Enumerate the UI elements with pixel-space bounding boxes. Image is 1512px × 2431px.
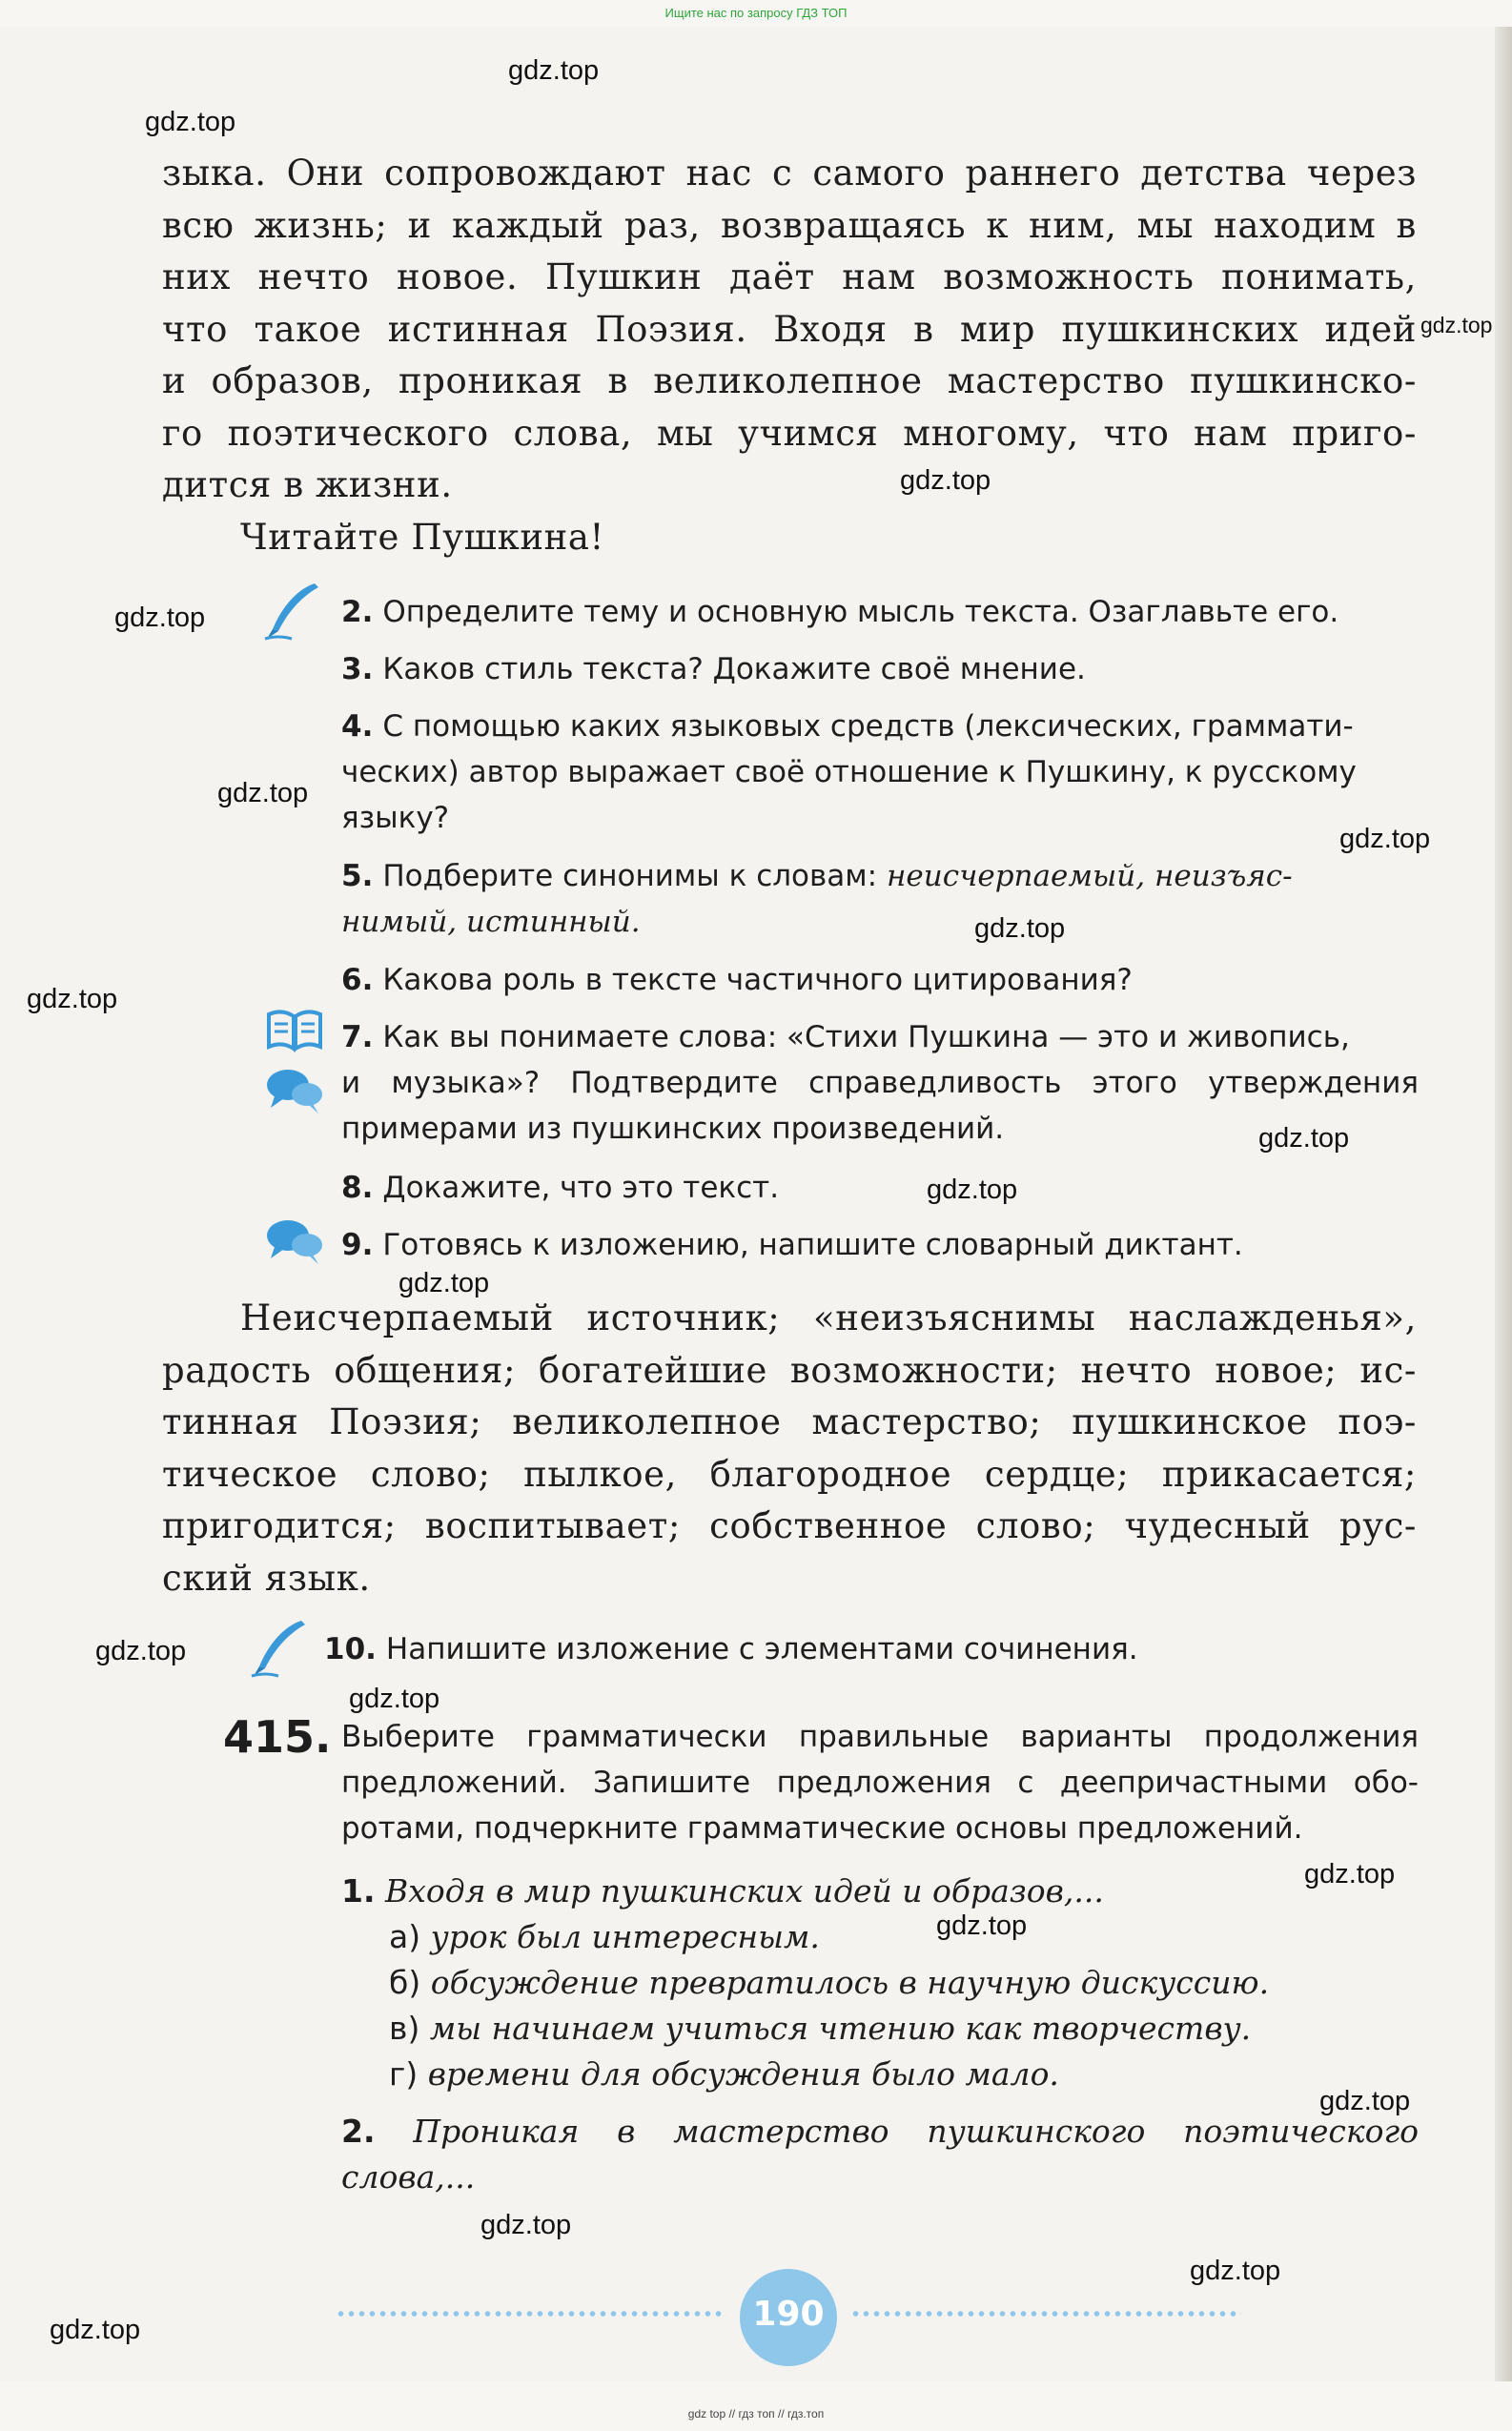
question-italic: нимый, истинный.: [341, 905, 641, 939]
item-number: 2.: [341, 2113, 376, 2150]
question-text: примерами из пушкинских произведений.: [341, 1112, 1005, 1146]
speech-bubbles-icon: [265, 1216, 324, 1266]
exercise-instructions: [341, 1714, 1419, 1851]
option-text: обсуждение превратилось в научную дискуссию.: [430, 1964, 1270, 2001]
option-letter: г): [389, 2055, 419, 2093]
question-text: Докажите, что это текст.: [382, 1171, 780, 1205]
page-edge-shadow: [1495, 27, 1512, 2381]
speech-bubbles-icon: [265, 1066, 324, 1115]
intro-line: и образов, проникая в великолепное мастерство пушкинско-: [162, 360, 1417, 401]
question-4: [341, 704, 1419, 841]
watermark: gdz.top: [1190, 2256, 1281, 2286]
question-6: [341, 957, 1419, 1003]
dictation-line: радость общения; богатейшие возможности; нечто новое; ис-: [162, 1349, 1417, 1391]
watermark: gdz.top: [398, 1268, 490, 1298]
option-text: мы начинаем учиться чтению как творчеству.: [429, 2010, 1252, 2047]
option-letter: в): [389, 2010, 420, 2047]
item-stem-text: Проникая в мастерство пушкинского поэтического: [413, 2113, 1419, 2150]
dictation-line: тинная Поэзия; великолепное мастерство; пушкинское поэ-: [162, 1401, 1417, 1442]
option-a: [389, 1914, 820, 1960]
question-5: [341, 853, 1419, 945]
option-letter: б): [389, 1964, 421, 2001]
intro-line: дится в жизни.: [162, 464, 453, 505]
watermark: gdz.top: [1319, 2086, 1411, 2116]
dictation-line: тическое слово; пылкое, благородное сердце; прикасается;: [162, 1453, 1417, 1495]
page-number: 190: [740, 2269, 837, 2366]
top-banner: Ищите нас по запросу ГДЗ ТОП: [664, 6, 848, 20]
footer-dots-left: [336, 2311, 726, 2317]
intro-line: них нечто новое. Пушкин даёт нам возможность понимать,: [162, 256, 1417, 297]
option-text: урок был интересным.: [430, 1918, 820, 1955]
option-letter: а): [389, 1918, 421, 1955]
question-number: 4.: [341, 709, 374, 744]
question-number: 6.: [341, 963, 374, 997]
watermark: gdz.top: [1420, 313, 1493, 337]
watermark: gdz.top: [927, 1175, 1018, 1205]
question-number: 8.: [341, 1171, 374, 1205]
option-c: [389, 2006, 1251, 2052]
question-italic: неисчерпаемый, неизъяс-: [886, 859, 1293, 893]
question-text: Как вы понимаете слова: «Стихи Пушкина — это и живопись,: [382, 1020, 1350, 1054]
intro-line: зыка. Они сопровождают нас с самого раннего детства через: [162, 153, 1417, 194]
exercise-number: 415.: [223, 1711, 332, 1763]
question-text: и музыка»? Подтвердите справедливость этого утверждения: [341, 1066, 1419, 1100]
task-10: [324, 1626, 1401, 1672]
question-number: 7.: [341, 1020, 374, 1054]
question-text: Подберите синонимы к словам:: [382, 859, 878, 893]
question-text: языку?: [341, 801, 450, 835]
watermark: gdz.top: [900, 465, 991, 496]
exercise-line: предложений. Запишите предложения с деепричастными обо-: [341, 1766, 1419, 1800]
exercise-line: ротами, подчеркните грамматические основы предложений.: [341, 1811, 1303, 1846]
exercise-line: Выберите грамматически правильные варианты продолжения: [341, 1720, 1419, 1754]
pen-icon: [259, 580, 322, 643]
question-text: С помощью каких языковых средств (лексических, граммати-: [382, 709, 1354, 744]
question-2: [341, 589, 1419, 635]
question-text: Готовясь к изложению, напишите словарный диктант.: [382, 1228, 1243, 1262]
question-3: [341, 646, 1419, 692]
watermark: gdz.top: [1304, 1859, 1396, 1890]
item-number: 1.: [341, 1872, 376, 1910]
option-d: [389, 2052, 1059, 2097]
intro-line: что такое истинная Поэзия. Входя в мир пушкинских идей: [162, 308, 1417, 350]
watermark: gdz.top: [95, 1636, 187, 1666]
item-1-stem: [341, 1869, 1104, 1914]
item-2-stem: [341, 2109, 1419, 2155]
watermark: gdz.top: [1258, 1123, 1350, 1154]
question-9: [341, 1222, 1419, 1268]
watermark: gdz.top: [27, 984, 118, 1014]
watermark: gdz.top: [936, 1910, 1028, 1941]
watermark: gdz.top: [480, 2210, 572, 2240]
question-number: 9.: [341, 1228, 374, 1262]
intro-line: го поэтического слова, мы учимся многому, что нам приго-: [162, 412, 1417, 454]
dictation-line: Неисчерпаемый источник; «неизъяснимы наслажденья»,: [240, 1297, 1417, 1338]
intro-paragraph: [162, 148, 1417, 563]
watermark: gdz.top: [974, 913, 1066, 944]
question-7: [341, 1014, 1419, 1152]
footer-dots-right: [850, 2311, 1241, 2317]
item-stem-text: Входя в мир пушкинских идей и образов,...: [385, 1872, 1104, 1910]
question-number: 2.: [341, 595, 374, 629]
dictation-line: пригодится; воспитывает; собственное слово; чудесный рус-: [162, 1505, 1417, 1546]
watermark: gdz.top: [114, 603, 206, 633]
book-icon: [265, 1007, 324, 1054]
intro-line: всю жизнь; и каждый раз, возвращаясь к ним, мы находим в: [162, 204, 1417, 246]
option-b: [389, 1960, 1269, 2006]
question-text: ческих) автор выражает своё отношение к Пушкину, к русскому: [341, 755, 1357, 789]
question-number: 3.: [341, 652, 374, 686]
option-text: времени для обсуждения было мало.: [427, 2055, 1059, 2093]
watermark: gdz.top: [1339, 824, 1431, 854]
question-text: Какова роль в тексте частичного цитирования?: [382, 963, 1133, 997]
dictation-paragraph: [162, 1293, 1417, 1604]
question-text: Напишите изложение с элементами сочинения.: [385, 1632, 1138, 1666]
question-number: 10.: [324, 1632, 377, 1666]
question-text: Определите тему и основную мысль текста. Озаглавьте его.: [382, 595, 1339, 629]
bottom-banner: gdz top // гдз топ // гдз.топ: [687, 2407, 825, 2421]
item-2-stem-cont: слова,...: [341, 2158, 476, 2196]
watermark: gdz.top: [145, 107, 236, 137]
question-8: [341, 1165, 1419, 1211]
question-text: Каков стиль текста? Докажите своё мнение.: [382, 652, 1086, 686]
dictation-line: ский язык.: [162, 1557, 371, 1599]
watermark: gdz.top: [217, 778, 309, 808]
pen-icon: [246, 1617, 309, 1680]
watermark: gdz.top: [349, 1684, 440, 1714]
watermark: gdz.top: [50, 2315, 141, 2345]
closing-line: Читайте Пушкина!: [240, 516, 604, 558]
watermark: gdz.top: [508, 55, 600, 86]
question-number: 5.: [341, 859, 374, 893]
